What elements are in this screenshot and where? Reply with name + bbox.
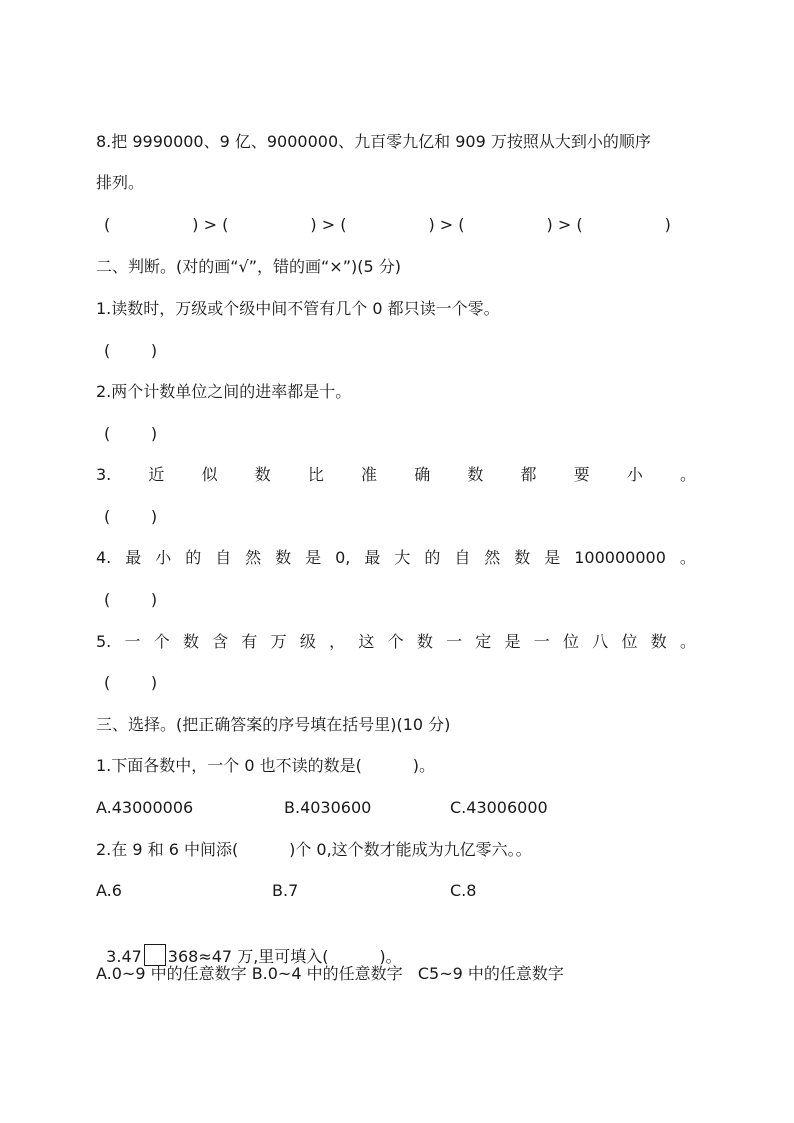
spread-char: 。 (679, 548, 696, 567)
order-gt: > (203, 215, 217, 234)
q8-line1: 8.把 9990000、9 亿、9000000、九百零九亿和 909 万按照从大到小的顺序 (96, 132, 651, 151)
option-a[interactable]: A.6 (96, 881, 122, 900)
spread-char: 数 (275, 548, 292, 567)
judge-answer-paren-4[interactable]: ( ) (104, 590, 158, 609)
spread-char: 自 (454, 548, 471, 567)
choice-q3-prefix: 3.47 (106, 947, 142, 966)
option-c[interactable]: C.43006000 (450, 798, 548, 817)
spread-char: 级 (299, 632, 316, 651)
spread-char: 数 (416, 632, 433, 651)
order-paren-close: ) (664, 215, 671, 234)
spread-char: 比 (307, 465, 324, 484)
option-b[interactable]: B.7 (272, 881, 299, 900)
spread-char: 近 (148, 465, 165, 484)
spread-char: 准 (361, 465, 378, 484)
spread-char: 。 (679, 632, 696, 651)
spread-char: 位 (621, 632, 638, 651)
judge-answer-paren-2[interactable]: ( ) (104, 424, 158, 443)
option-b[interactable]: B.4030600 (284, 798, 372, 817)
spread-char: 然 (484, 548, 501, 567)
spread-char: 自 (215, 548, 232, 567)
spread-char: ， (329, 632, 346, 651)
choice-q3-options: A.0~9 中的任意数字 B.0~4 中的任意数字 C5~9 中的任意数字 (96, 964, 564, 983)
judge-item-2: 2.两个计数单位之间的进率都是十。 (96, 382, 352, 401)
spread-char: 数 (182, 632, 199, 651)
choice-q1: 1.下面各数中，一个 0 也不读的数是( )。 (96, 756, 435, 775)
order-gt: > (439, 215, 454, 234)
spread-char: 都 (520, 465, 537, 484)
spread-char: 一 (446, 632, 463, 651)
judge-item-3 (96, 464, 696, 486)
order-gt: > (557, 215, 572, 234)
spread-char: 3. (96, 465, 112, 484)
spread-char: 4. (96, 548, 112, 567)
q8-line2: 排列。 (96, 173, 145, 192)
spread-char: 然 (245, 548, 262, 567)
spread-char: 一 (533, 632, 550, 651)
judge-answer-paren-5[interactable]: ( ) (104, 673, 158, 692)
spread-char: 0, (335, 548, 351, 567)
choice-q3 (96, 922, 402, 968)
spread-char: 数 (467, 465, 484, 484)
judge-answer-paren-1[interactable]: ( ) (104, 341, 158, 360)
spread-char: 数 (650, 632, 667, 651)
order-paren-close: ) (546, 215, 553, 234)
judge-item-4 (96, 547, 696, 569)
order-paren-open: ( (222, 215, 229, 234)
judge-item-5 (96, 631, 696, 653)
spread-char: 是 (544, 548, 561, 567)
option-a[interactable]: A.43000006 (96, 798, 194, 817)
choice-q2: 2.在 9 和 6 中间添( )个 0,这个数才能成为九亿零六。。 (96, 840, 532, 859)
spread-char: 小 (155, 548, 172, 567)
spread-char: 个 (387, 632, 404, 651)
spread-char: 位 (563, 632, 580, 651)
spread-char: 一 (124, 632, 141, 651)
spread-char: 最 (125, 548, 142, 567)
order-paren-open: ( (340, 215, 347, 234)
spread-char: 似 (201, 465, 218, 484)
section3-heading: 三、选择。(把正确答案的序号填在括号里)(10 分) (96, 715, 451, 734)
judge-item-1: 1.读数时，万级或个级中间不管有几个 0 都只读一个零。 (96, 299, 500, 318)
judge-answer-paren-3[interactable]: ( ) (104, 507, 158, 526)
spread-char: 八 (592, 632, 609, 651)
section2-heading: 二、判断。(对的画“√”，错的画“×”)(5 分) (96, 257, 401, 276)
spread-char: 含 (212, 632, 229, 651)
spread-char: 定 (475, 632, 492, 651)
order-paren-open: ( (576, 215, 583, 234)
spread-char: 5. (96, 632, 112, 651)
spread-char: 个 (153, 632, 170, 651)
spread-char: 是 (305, 548, 322, 567)
choice-q3-suffix: 368≈47 万,里可填入( )。 (167, 947, 402, 966)
spread-char: 万 (270, 632, 287, 651)
spread-char: 小 (626, 465, 643, 484)
spread-char: 大 (394, 548, 411, 567)
order-paren-close: ) (192, 215, 199, 234)
spread-char: 是 (504, 632, 521, 651)
spread-char: 。 (679, 465, 696, 484)
spread-char: 数 (254, 465, 271, 484)
spread-char: 的 (424, 548, 441, 567)
q8-order-row (104, 214, 671, 236)
spread-char: 的 (185, 548, 202, 567)
option-c[interactable]: C.8 (450, 881, 477, 900)
spread-char: 100000000 (574, 548, 666, 567)
spread-char: 数 (514, 548, 531, 567)
order-paren-open: ( (104, 215, 111, 234)
order-paren-close: ) (310, 215, 317, 234)
spread-char: 要 (573, 465, 590, 484)
spread-char: 最 (364, 548, 381, 567)
spread-char: 确 (414, 465, 431, 484)
order-paren-close: ) (428, 215, 435, 234)
spread-char: 有 (241, 632, 258, 651)
spread-char: 这 (358, 632, 375, 651)
order-gt: > (321, 215, 336, 234)
order-paren-open: ( (458, 215, 465, 234)
